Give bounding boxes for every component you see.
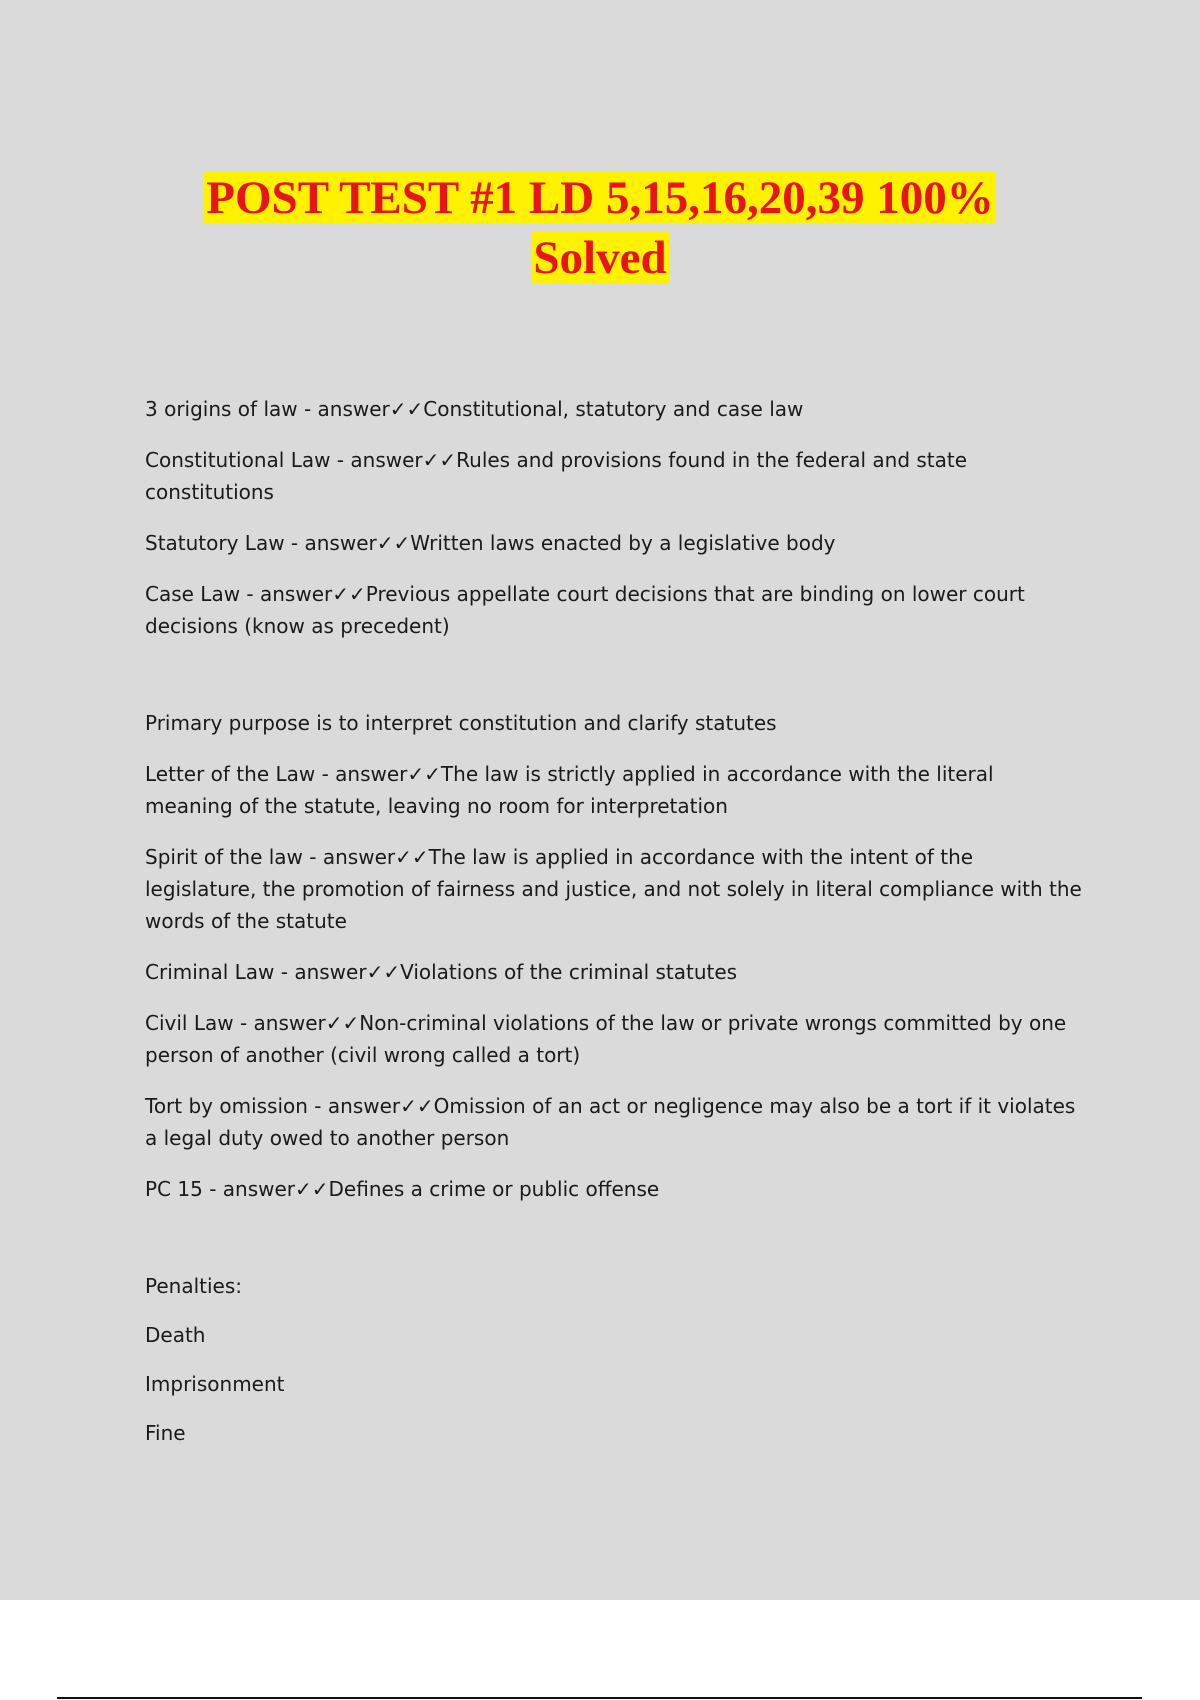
checkmark-icon: ✓✓ (376, 531, 411, 555)
entry-answer: Defines a crime or public offense (328, 1177, 660, 1201)
entry-term: Tort by omission (145, 1094, 308, 1118)
answer-separator: - answer (302, 845, 396, 869)
checkmark-icon: ✓✓ (400, 1094, 434, 1118)
checkmark-icon: ✓✓ (389, 397, 424, 421)
answer-separator: - answer (233, 1011, 326, 1035)
entry-answer: Written laws enacted by a legislative body (410, 531, 836, 555)
answer-separator: - answer (315, 762, 408, 786)
entry-term: Spirit of the law (145, 845, 303, 869)
entry-term: Constitutional Law (145, 448, 331, 472)
entry-term: Statutory Law (145, 531, 285, 555)
entry-civil-law (145, 1007, 1085, 1071)
entry-spirit-of-the-law (145, 841, 1085, 937)
answer-separator: - answer (284, 531, 377, 555)
entry-answer: Constitutional, statutory and case law (423, 397, 804, 421)
entry-term: Letter of the Law (145, 762, 316, 786)
entry-tort-by-omission (145, 1090, 1085, 1154)
entry-constitutional-law (145, 444, 1085, 508)
case-law-note: Primary purpose is to interpret constitution and clarify statutes (145, 711, 777, 735)
checkmark-icon: ✓✓ (395, 845, 429, 869)
entry-term: Civil Law (145, 1011, 234, 1035)
entry-answer: Non-criminal violations of the law or private wrongs committed by one person of another (civil wrong called a tort) (145, 1011, 1067, 1067)
penalty-item: Imprisonment (145, 1372, 285, 1396)
document-body (145, 393, 1085, 1449)
penalty-item: Fine (145, 1421, 186, 1445)
checkmark-icon: ✓✓ (366, 960, 401, 984)
title-line-1: POST TEST #1 LD 5,15,16,20,39 100% (206, 172, 994, 224)
entry-answer: Violations of the criminal statutes (400, 960, 738, 984)
entry-letter-of-the-law (145, 758, 1085, 822)
document-title (0, 168, 1200, 288)
entry-term: 3 origins of law (145, 397, 298, 421)
answer-separator: - answer (274, 960, 367, 984)
entry-answer: Previous appellate court decisions that are binding on lower court decisions (know as precedent) (145, 582, 1025, 638)
title-line-2: Solved (533, 232, 667, 284)
entry-term: PC 15 (145, 1177, 203, 1201)
entry-answer: Rules and provisions found in the federal and state constitutions (145, 448, 968, 504)
answer-separator: - answer (240, 582, 333, 606)
checkmark-icon: ✓✓ (295, 1177, 329, 1201)
entry-origins-of-law (145, 393, 1085, 425)
checkmark-icon: ✓✓ (407, 762, 441, 786)
checkmark-icon: ✓✓ (422, 448, 457, 472)
answer-separator: - answer (330, 448, 423, 472)
footer-divider (57, 1697, 1142, 1699)
answer-separator: - answer (297, 397, 390, 421)
entry-answer: The law is strictly applied in accordance with the literal meaning of the statute, leaving no room for interpretation (145, 762, 994, 818)
entry-statutory-law (145, 527, 1085, 559)
entry-answer: The law is applied in accordance with the intent of the legislature, the promotion of fairness and justice, and not solely in literal compliance with the words of the statute (145, 845, 1082, 933)
entry-term: Case Law (145, 582, 241, 606)
entry-case-law (145, 578, 1085, 642)
entry-criminal-law (145, 956, 1085, 988)
entry-answer: Omission of an act or negligence may also be a tort if it violates a legal duty owed to another person (145, 1094, 1076, 1150)
entry-pc-15 (145, 1173, 1085, 1205)
answer-separator: - answer (202, 1177, 296, 1201)
entry-term: Criminal Law (145, 960, 275, 984)
answer-separator: - answer (307, 1094, 401, 1118)
penalties-heading: Penalties: (145, 1274, 243, 1298)
checkmark-icon: ✓✓ (325, 1011, 360, 1035)
penalty-item: Death (145, 1323, 206, 1347)
checkmark-icon: ✓✓ (332, 582, 366, 606)
